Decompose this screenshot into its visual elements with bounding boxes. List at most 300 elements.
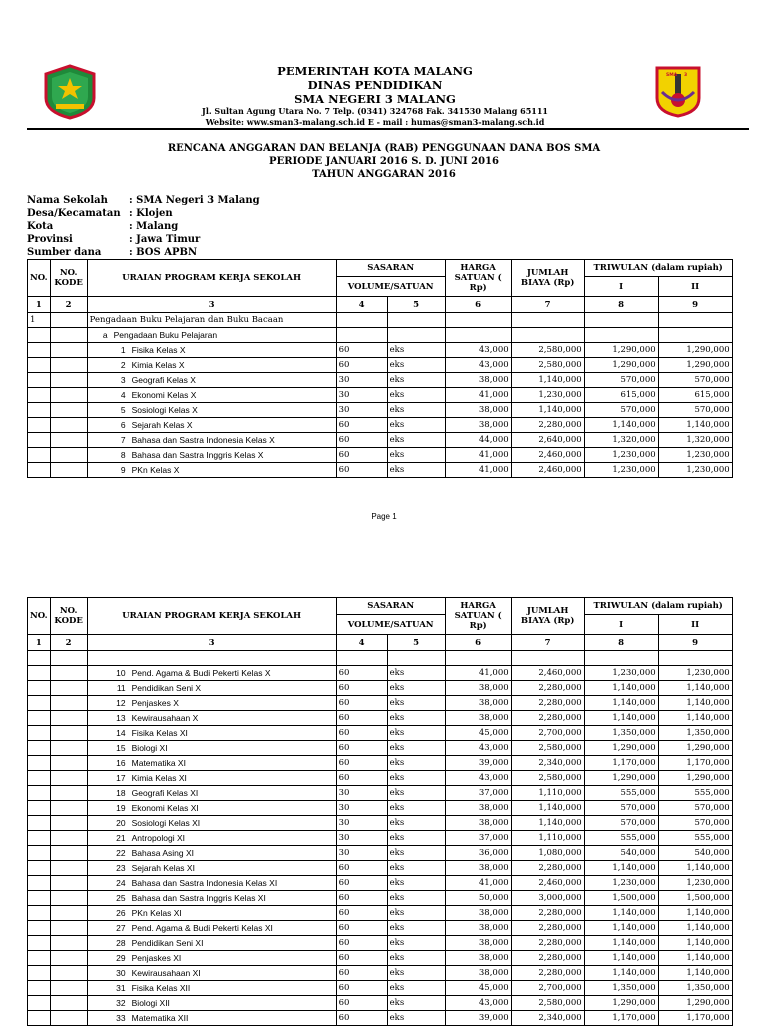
empty-cell — [387, 313, 445, 328]
document-title — [0, 142, 768, 181]
satuan-cell: eks — [387, 463, 445, 478]
satuan-cell: eks — [387, 741, 445, 756]
satuan-cell: eks — [387, 696, 445, 711]
empty-cell — [28, 1011, 51, 1026]
triwulan-2-cell: 555,000 — [658, 786, 732, 801]
item-number: 31 — [116, 983, 126, 993]
volume-cell: 60 — [336, 741, 387, 756]
jumlah-cell: 2,700,000 — [511, 981, 584, 996]
triwulan-2-cell: 615,000 — [658, 388, 732, 403]
jumlah-cell: 1,110,000 — [511, 831, 584, 846]
uraian-cell — [87, 666, 336, 681]
triwulan-1-cell: 1,290,000 — [584, 358, 658, 373]
empty-cell — [28, 711, 51, 726]
school-name: SMA NEGERI 3 MALANG — [294, 92, 456, 106]
empty-cell — [387, 328, 445, 343]
satuan-cell: eks — [387, 756, 445, 771]
item-number: 28 — [116, 938, 126, 948]
sma3-malang-logo-icon — [654, 62, 702, 118]
satuan-cell: eks — [387, 816, 445, 831]
item-rows-page-1 — [28, 343, 733, 478]
triwulan-1-cell: 1,350,000 — [584, 726, 658, 741]
empty-cell — [50, 343, 87, 358]
uraian-cell — [87, 786, 336, 801]
triwulan-2-cell: 1,290,000 — [658, 343, 732, 358]
table-row — [28, 756, 733, 771]
column-number-row — [28, 635, 733, 651]
triwulan-2-cell: 1,320,000 — [658, 433, 732, 448]
volume-cell: 60 — [336, 906, 387, 921]
empty-cell — [445, 651, 511, 666]
header-uraian: URAIAN PROGRAM KERJA SEKOLAH — [87, 260, 336, 297]
triwulan-2-cell: 1,350,000 — [658, 981, 732, 996]
colnum: 6 — [445, 635, 511, 651]
header-sasaran: SASARAN — [336, 260, 445, 277]
volume-cell: 60 — [336, 756, 387, 771]
triwulan-2-cell: 1,230,000 — [658, 448, 732, 463]
header-triwulan: TRIWULAN (dalam rupiah) — [584, 260, 732, 277]
empty-cell — [50, 966, 87, 981]
colnum: 4 — [336, 297, 387, 313]
empty-cell — [87, 651, 336, 666]
header-volume-satuan: VOLUME/SATUAN — [336, 615, 445, 635]
empty-cell — [28, 388, 51, 403]
triwulan-1-cell: 1,230,000 — [584, 463, 658, 478]
empty-cell — [445, 328, 511, 343]
jumlah-cell: 2,280,000 — [511, 951, 584, 966]
empty-cell — [50, 696, 87, 711]
volume-cell: 60 — [336, 681, 387, 696]
triwulan-2-cell: 1,290,000 — [658, 771, 732, 786]
volume-cell: 60 — [336, 711, 387, 726]
item-number: 15 — [116, 743, 126, 753]
volume-cell: 60 — [336, 966, 387, 981]
harga-cell: 38,000 — [445, 801, 511, 816]
triwulan-1-cell: 1,290,000 — [584, 996, 658, 1011]
triwulan-2-cell: 1,290,000 — [658, 996, 732, 1011]
triwulan-1-cell: 1,170,000 — [584, 1011, 658, 1026]
jumlah-cell: 2,280,000 — [511, 936, 584, 951]
empty-cell — [658, 328, 732, 343]
item-description: Penjaskes XI — [131, 953, 182, 963]
jumlah-cell: 1,140,000 — [511, 801, 584, 816]
jumlah-cell: 2,280,000 — [511, 861, 584, 876]
satuan-cell: eks — [387, 831, 445, 846]
item-number: 11 — [116, 683, 126, 693]
empty-cell — [50, 328, 87, 343]
uraian-cell — [87, 846, 336, 861]
satuan-cell: eks — [387, 666, 445, 681]
school-address: Jl. Sultan Agung Utara No. 7 Telp. (0341) 324768 Fak. 341530 Malang 65111 — [202, 106, 548, 116]
item-description: Kimia Kelas X — [131, 360, 185, 370]
jumlah-cell: 2,340,000 — [511, 1011, 584, 1026]
letterhead-divider — [27, 128, 749, 130]
item-description: Pend. Agama & Budi Pekerti Kelas X — [131, 668, 271, 678]
subsection-cell — [87, 328, 336, 343]
empty-cell — [658, 313, 732, 328]
table-row — [28, 741, 733, 756]
info-value: : Jawa Timur — [129, 234, 201, 245]
empty-cell — [336, 313, 387, 328]
item-number: 4 — [120, 390, 126, 400]
empty-cell — [50, 681, 87, 696]
triwulan-1-cell: 570,000 — [584, 816, 658, 831]
item-description: Kewirausahaan XI — [131, 968, 201, 978]
satuan-cell: eks — [387, 771, 445, 786]
uraian-cell — [87, 463, 336, 478]
volume-cell: 30 — [336, 786, 387, 801]
empty-cell — [50, 741, 87, 756]
kota-malang-emblem-icon — [42, 64, 98, 120]
info-value: : SMA Negeri 3 Malang — [129, 195, 260, 206]
harga-cell: 43,000 — [445, 358, 511, 373]
empty-cell — [28, 373, 51, 388]
triwulan-1-cell: 570,000 — [584, 801, 658, 816]
item-number: 8 — [120, 450, 126, 460]
volume-cell: 60 — [336, 921, 387, 936]
colnum: 1 — [28, 635, 51, 651]
triwulan-2-cell: 570,000 — [658, 373, 732, 388]
empty-cell — [584, 651, 658, 666]
harga-cell: 37,000 — [445, 786, 511, 801]
volume-cell: 60 — [336, 463, 387, 478]
header-harga: HARGA SATUAN ( Rp) — [445, 260, 511, 297]
item-number: 14 — [116, 728, 126, 738]
government-name: PEMERINTAH KOTA MALANG — [277, 64, 473, 78]
table-row — [28, 388, 733, 403]
volume-cell: 60 — [336, 891, 387, 906]
uraian-cell — [87, 801, 336, 816]
volume-cell: 30 — [336, 846, 387, 861]
uraian-cell — [87, 711, 336, 726]
item-description: Fisika Kelas XI — [131, 728, 188, 738]
item-number: 17 — [116, 773, 126, 783]
harga-cell: 38,000 — [445, 681, 511, 696]
empty-cell — [28, 403, 51, 418]
item-number: 27 — [116, 923, 126, 933]
item-number: 10 — [116, 668, 126, 678]
table-row — [28, 891, 733, 906]
item-description: Biologi XI — [131, 743, 168, 753]
harga-cell: 38,000 — [445, 951, 511, 966]
empty-cell — [50, 891, 87, 906]
volume-cell: 60 — [336, 771, 387, 786]
uraian-cell — [87, 388, 336, 403]
harga-cell: 38,000 — [445, 966, 511, 981]
svg-text:SMA: SMA — [666, 73, 678, 78]
jumlah-cell: 2,580,000 — [511, 343, 584, 358]
title-line-3: TAHUN ANGGARAN 2016 — [312, 169, 456, 180]
empty-cell — [50, 831, 87, 846]
uraian-cell — [87, 906, 336, 921]
empty-cell — [28, 951, 51, 966]
triwulan-1-cell: 1,290,000 — [584, 741, 658, 756]
item-description: Geografi Kelas XI — [131, 788, 199, 798]
item-number: 20 — [116, 818, 126, 828]
triwulan-1-cell: 1,140,000 — [584, 418, 658, 433]
triwulan-1-cell: 1,500,000 — [584, 891, 658, 906]
item-number: 1 — [120, 345, 126, 355]
colnum: 8 — [584, 635, 658, 651]
empty-cell — [50, 846, 87, 861]
volume-cell: 60 — [336, 936, 387, 951]
empty-cell — [28, 921, 51, 936]
triwulan-1-cell: 1,350,000 — [584, 981, 658, 996]
triwulan-1-cell: 1,140,000 — [584, 936, 658, 951]
item-number: 7 — [120, 435, 126, 445]
jumlah-cell: 2,460,000 — [511, 448, 584, 463]
item-description: Antropologi XI — [131, 833, 186, 843]
triwulan-1-cell: 1,230,000 — [584, 448, 658, 463]
satuan-cell: eks — [387, 448, 445, 463]
empty-cell — [28, 418, 51, 433]
harga-cell: 41,000 — [445, 666, 511, 681]
uraian-cell — [87, 861, 336, 876]
uraian-cell — [87, 891, 336, 906]
empty-cell — [445, 313, 511, 328]
volume-cell: 30 — [336, 801, 387, 816]
colnum: 7 — [511, 297, 584, 313]
table-row — [28, 936, 733, 951]
uraian-cell — [87, 921, 336, 936]
info-row — [27, 246, 260, 259]
table-row — [28, 846, 733, 861]
empty-cell — [50, 906, 87, 921]
item-description: Fisika Kelas XII — [131, 983, 191, 993]
info-row — [27, 220, 260, 233]
harga-cell: 38,000 — [445, 373, 511, 388]
jumlah-cell: 2,460,000 — [511, 876, 584, 891]
header-no: NO. — [28, 598, 51, 635]
table-row — [28, 981, 733, 996]
item-description: Pend. Agama & Budi Pekerti Kelas XI — [131, 923, 273, 933]
colnum: 7 — [511, 635, 584, 651]
uraian-cell — [87, 831, 336, 846]
harga-cell: 38,000 — [445, 403, 511, 418]
colnum: 3 — [87, 297, 336, 313]
jumlah-cell: 2,460,000 — [511, 463, 584, 478]
item-description: PKn Kelas XI — [131, 908, 182, 918]
empty-cell — [50, 861, 87, 876]
volume-cell: 60 — [336, 876, 387, 891]
satuan-cell: eks — [387, 876, 445, 891]
uraian-cell — [87, 403, 336, 418]
colnum: 3 — [87, 635, 336, 651]
uraian-cell — [87, 1011, 336, 1026]
table-row — [28, 996, 733, 1011]
section-title: Pengadaan Buku Pelajaran dan Buku Bacaan — [87, 313, 336, 328]
empty-cell — [584, 313, 658, 328]
triwulan-1-cell: 1,140,000 — [584, 711, 658, 726]
empty-cell — [584, 328, 658, 343]
jumlah-cell: 2,280,000 — [511, 418, 584, 433]
empty-cell — [28, 876, 51, 891]
harga-cell: 36,000 — [445, 846, 511, 861]
volume-cell: 60 — [336, 666, 387, 681]
table-row — [28, 726, 733, 741]
item-number: 12 — [116, 698, 126, 708]
department-name: DINAS PENDIDIKAN — [307, 78, 443, 92]
harga-cell: 43,000 — [445, 343, 511, 358]
empty-cell — [28, 433, 51, 448]
volume-cell: 60 — [336, 696, 387, 711]
rab-table-page-2 — [27, 597, 733, 1026]
item-number: 22 — [116, 848, 126, 858]
empty-cell — [28, 786, 51, 801]
header-kode: NO. KODE — [50, 260, 87, 297]
triwulan-2-cell: 1,500,000 — [658, 891, 732, 906]
triwulan-1-cell: 1,140,000 — [584, 966, 658, 981]
jumlah-cell: 2,640,000 — [511, 433, 584, 448]
empty-cell — [28, 463, 51, 478]
svg-text:3: 3 — [684, 73, 688, 78]
jumlah-cell: 2,340,000 — [511, 756, 584, 771]
item-number: 30 — [116, 968, 126, 978]
empty-cell — [50, 726, 87, 741]
empty-cell — [50, 373, 87, 388]
triwulan-2-cell: 1,170,000 — [658, 756, 732, 771]
empty-cell — [50, 996, 87, 1011]
empty-cell — [28, 651, 51, 666]
item-number: 16 — [116, 758, 126, 768]
satuan-cell: eks — [387, 433, 445, 448]
letterhead-text — [170, 64, 580, 127]
table-row — [28, 906, 733, 921]
header-triwulan-2: II — [658, 615, 732, 635]
empty-cell — [50, 756, 87, 771]
uraian-cell — [87, 771, 336, 786]
item-number: 18 — [116, 788, 126, 798]
satuan-cell: eks — [387, 726, 445, 741]
section-row — [28, 313, 733, 328]
jumlah-cell: 2,280,000 — [511, 906, 584, 921]
harga-cell: 41,000 — [445, 463, 511, 478]
item-description: Pendidikan Seni XI — [131, 938, 204, 948]
triwulan-1-cell: 555,000 — [584, 786, 658, 801]
jumlah-cell: 1,080,000 — [511, 846, 584, 861]
triwulan-2-cell: 1,230,000 — [658, 876, 732, 891]
item-number: 21 — [116, 833, 126, 843]
item-description: Biologi XII — [131, 998, 170, 1008]
jumlah-cell: 2,700,000 — [511, 726, 584, 741]
subsection-letter: a — [102, 330, 108, 340]
triwulan-1-cell: 570,000 — [584, 403, 658, 418]
page-number: Page 1 — [371, 512, 397, 521]
table-row — [28, 418, 733, 433]
triwulan-2-cell: 540,000 — [658, 846, 732, 861]
triwulan-1-cell: 1,140,000 — [584, 681, 658, 696]
harga-cell: 39,000 — [445, 1011, 511, 1026]
harga-cell: 41,000 — [445, 388, 511, 403]
empty-cell — [50, 1011, 87, 1026]
empty-cell — [50, 313, 87, 328]
letterhead — [0, 0, 768, 135]
info-label: Kota — [27, 221, 54, 232]
empty-cell — [28, 936, 51, 951]
volume-cell: 30 — [336, 403, 387, 418]
item-description: Bahasa dan Sastra Inggris Kelas XI — [131, 893, 266, 903]
volume-cell: 30 — [336, 831, 387, 846]
satuan-cell: eks — [387, 358, 445, 373]
column-number-row — [28, 297, 733, 313]
triwulan-1-cell: 1,230,000 — [584, 876, 658, 891]
table-row — [28, 696, 733, 711]
satuan-cell: eks — [387, 921, 445, 936]
colnum: 1 — [28, 297, 51, 313]
colnum: 4 — [336, 635, 387, 651]
harga-cell: 39,000 — [445, 756, 511, 771]
uraian-cell — [87, 876, 336, 891]
rab-table-page-1 — [27, 259, 733, 478]
subsection-row — [28, 328, 733, 343]
jumlah-cell: 1,230,000 — [511, 388, 584, 403]
empty-cell — [50, 936, 87, 951]
volume-cell: 60 — [336, 996, 387, 1011]
title-line-1: RENCANA ANGGARAN DAN BELANJA (RAB) PENGGUNAAN DANA BOS SMA — [167, 143, 601, 154]
triwulan-1-cell: 1,320,000 — [584, 433, 658, 448]
volume-cell: 60 — [336, 433, 387, 448]
colnum: 8 — [584, 297, 658, 313]
empty-cell — [50, 666, 87, 681]
table-row — [28, 358, 733, 373]
volume-cell: 60 — [336, 981, 387, 996]
empty-cell — [50, 403, 87, 418]
table-row — [28, 666, 733, 681]
item-number: 5 — [120, 405, 126, 415]
item-description: Kimia Kelas XI — [131, 773, 187, 783]
colnum: 5 — [387, 635, 445, 651]
empty-cell — [28, 666, 51, 681]
triwulan-2-cell: 1,140,000 — [658, 936, 732, 951]
table-row — [28, 801, 733, 816]
uraian-cell — [87, 373, 336, 388]
jumlah-cell: 2,280,000 — [511, 966, 584, 981]
empty-cell — [28, 696, 51, 711]
volume-cell: 30 — [336, 816, 387, 831]
item-number: 2 — [120, 360, 126, 370]
colnum: 6 — [445, 297, 511, 313]
empty-cell — [50, 651, 87, 666]
triwulan-2-cell: 570,000 — [658, 403, 732, 418]
jumlah-cell: 2,580,000 — [511, 741, 584, 756]
item-description: Fisika Kelas X — [131, 345, 186, 355]
jumlah-cell: 2,280,000 — [511, 921, 584, 936]
school-website: Website: www.sman3-malang.sch.id E - mail : humas@sman3-malang.sch.id — [205, 116, 545, 127]
volume-cell: 60 — [336, 358, 387, 373]
empty-cell — [28, 861, 51, 876]
empty-cell — [28, 981, 51, 996]
triwulan-2-cell: 1,140,000 — [658, 711, 732, 726]
item-description: PKn Kelas X — [131, 465, 180, 475]
uraian-cell — [87, 816, 336, 831]
triwulan-2-cell: 1,140,000 — [658, 966, 732, 981]
triwulan-2-cell: 555,000 — [658, 831, 732, 846]
item-number: 19 — [116, 803, 126, 813]
empty-cell — [28, 726, 51, 741]
empty-cell — [28, 906, 51, 921]
triwulan-2-cell: 1,140,000 — [658, 861, 732, 876]
satuan-cell: eks — [387, 906, 445, 921]
uraian-cell — [87, 726, 336, 741]
satuan-cell: eks — [387, 861, 445, 876]
empty-cell — [50, 801, 87, 816]
triwulan-2-cell: 1,140,000 — [658, 681, 732, 696]
uraian-cell — [87, 981, 336, 996]
empty-cell — [28, 846, 51, 861]
header-sasaran: SASARAN — [336, 598, 445, 615]
item-description: Bahasa Asing XI — [131, 848, 195, 858]
volume-cell: 60 — [336, 343, 387, 358]
